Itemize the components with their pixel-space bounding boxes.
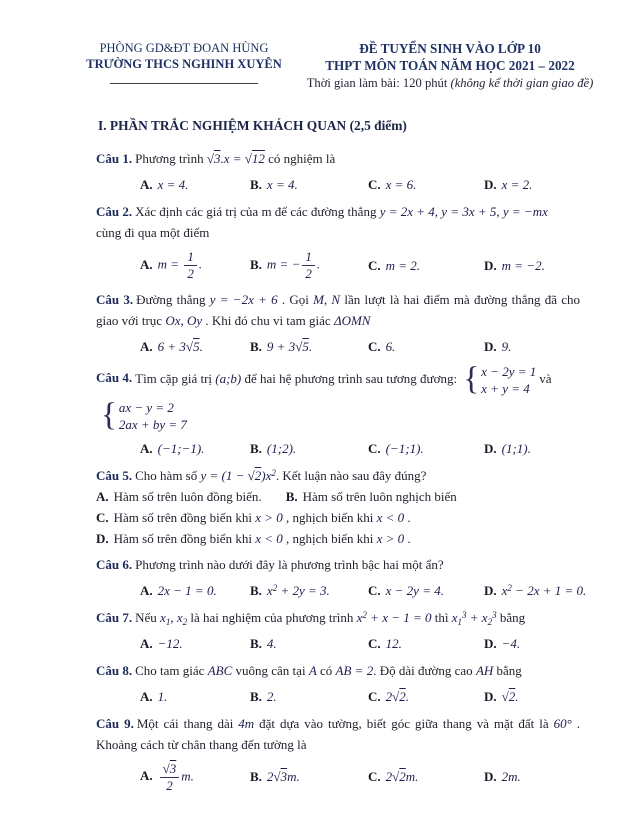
system-line: 2ax + by = 7 xyxy=(118,416,187,432)
question-4-text xyxy=(96,363,580,397)
equation-system-2 xyxy=(101,399,187,433)
option-key: B. xyxy=(250,256,262,272)
question-3-options xyxy=(96,337,580,357)
option-key: A. xyxy=(140,688,153,704)
question-body: Tìm cặp giá trị (a;b) để hai hệ phương trình sau tương đương: xyxy=(135,370,461,386)
option-suffix: m. xyxy=(181,768,194,784)
question-label: Câu 1. xyxy=(96,151,133,166)
system-line: ax − y = 2 xyxy=(118,399,174,415)
option-value: x = 6. xyxy=(385,177,417,192)
option-c xyxy=(368,256,484,276)
exam-title-line1: ĐỀ TUYỂN SINH VÀO LỚP 10 xyxy=(359,41,541,56)
question-label: Câu 2. xyxy=(96,204,133,219)
option-c xyxy=(368,687,484,707)
option-key: D. xyxy=(96,530,109,546)
option-a xyxy=(140,634,250,654)
question-7-text xyxy=(96,607,580,628)
question-body: Đường thẳng y = −2x + 6 . Gọi M, N lần lượt là hai điểm mà đường thẳng đã cho giao với trục Ox, Oy . Khi đó chu vi tam giác ΔOMN xyxy=(96,291,581,328)
option-value: 9. xyxy=(501,338,512,354)
exam-title-line2: THPT MÔN TOÁN NĂM HỌC 2021 – 2022 xyxy=(325,58,575,73)
option-value: 9 + 3√5. xyxy=(266,338,313,354)
option-value: Hàm số trên luôn đồng biến. xyxy=(113,488,262,504)
option-key: A. xyxy=(96,488,109,504)
system-lines xyxy=(481,363,536,397)
option-key: C. xyxy=(368,177,381,192)
option-value: 12. xyxy=(385,635,402,651)
option-value: x = 4. xyxy=(157,177,189,192)
question-3-text xyxy=(96,289,580,331)
option-value: 1. xyxy=(157,688,168,704)
option-key: D. xyxy=(484,582,497,598)
option-a xyxy=(140,175,250,195)
option-key: A. xyxy=(140,440,153,456)
question-7 xyxy=(96,607,580,654)
option-key: D. xyxy=(484,440,497,456)
option-d xyxy=(484,634,580,654)
option-value: −12. xyxy=(157,635,183,651)
option-value: 2x − 1 = 0. xyxy=(157,582,217,598)
question-label: Câu 6. xyxy=(96,556,133,572)
question-2 xyxy=(96,201,580,283)
option-key: A. xyxy=(140,768,153,784)
question-6-text xyxy=(96,554,580,575)
fraction xyxy=(302,249,315,283)
option-d xyxy=(484,337,580,357)
question-9-options xyxy=(96,761,580,795)
question-body: Một cái thang dài 4m đặt dựa vào tường, biết góc giữa thang và mặt đất là 60° . Khoảng cách từ chân thang đến tường là xyxy=(96,715,581,752)
option-value: 2√3m. xyxy=(266,769,300,785)
option-value: m = 2. xyxy=(385,257,421,273)
header-title-block xyxy=(298,40,602,92)
department-name: PHÒNG GD&ĐT ĐOAN HÙNG xyxy=(99,41,269,55)
option-a xyxy=(140,687,250,707)
option-b xyxy=(250,581,368,601)
option-key: B. xyxy=(250,582,262,598)
option-suffix: . xyxy=(316,256,321,272)
option-d xyxy=(484,581,586,601)
option-key: D. xyxy=(484,257,497,273)
option-value: 6 + 3√5. xyxy=(157,338,203,354)
option-key: A. xyxy=(140,338,153,354)
question-8-options xyxy=(96,687,580,707)
question-2-options xyxy=(96,249,580,283)
question-body: Cho tam giác ABC vuông cân tại A có AB = 2. Độ dài đường cao AH bằng xyxy=(135,662,522,678)
question-label: Câu 8. xyxy=(96,662,133,678)
option-key: A. xyxy=(140,582,153,598)
option-key: C. xyxy=(368,688,381,704)
question-8 xyxy=(96,660,580,707)
option-value: (1;2). xyxy=(266,440,297,456)
option-value: −4. xyxy=(501,635,521,651)
question-body: Cho hàm số $y = (1 - √2)x^2$. Kết luận nào sau đây đúng? xyxy=(135,467,427,483)
system-lines xyxy=(119,399,187,433)
option-key: D. xyxy=(484,688,497,704)
option-value: m = −2. xyxy=(501,257,545,273)
option-value: Hàm số trên đồng biến khi x < 0 , nghịch biến khi x > 0 . xyxy=(113,530,411,546)
document-header xyxy=(0,0,642,92)
option-key: B. xyxy=(250,688,262,704)
option-b xyxy=(250,337,368,357)
question-1 xyxy=(96,148,580,195)
school-name: TRƯỜNG THCS NGHINH XUYÊN xyxy=(86,57,282,71)
system-line: x − 2y = 1 xyxy=(481,363,537,379)
option-key: B. xyxy=(250,177,262,192)
question-9 xyxy=(96,713,580,795)
option-a xyxy=(140,761,250,795)
option-b xyxy=(250,439,368,459)
option-key: C. xyxy=(96,509,109,525)
question-4-options xyxy=(96,439,580,459)
option-value: 2. xyxy=(266,688,277,704)
left-brace-icon: { xyxy=(463,361,480,397)
question-5 xyxy=(96,465,580,549)
option-value: Hàm số trên đồng biến khi x > 0 , nghịch biến khi x < 0 . xyxy=(113,509,411,525)
question-label: Câu 9. xyxy=(96,715,134,731)
option-a xyxy=(140,337,250,357)
option-value: x − 2y = 4. xyxy=(385,582,444,598)
question-9-text xyxy=(96,713,580,755)
and-text: và xyxy=(539,370,552,386)
option-value: 4. xyxy=(266,635,277,651)
option-value: (1;1). xyxy=(501,440,531,456)
time-note: (không kể thời gian giao đề) xyxy=(450,76,594,90)
option-d xyxy=(484,175,580,195)
question-2-text xyxy=(96,201,580,222)
question-6-options xyxy=(96,581,587,601)
question-5-option-c xyxy=(96,507,580,528)
question-label: Câu 5. xyxy=(96,467,133,483)
option-key: A. xyxy=(140,177,153,192)
left-brace-icon: { xyxy=(101,397,117,433)
option-b xyxy=(250,175,368,195)
system-line: x + y = 4 xyxy=(481,380,530,396)
option-b xyxy=(250,687,368,707)
question-body: Xác định các giá trị của m để các đường thẳng y = 2x + 4, y = 3x + 5, y = −mx xyxy=(135,204,548,219)
option-d xyxy=(484,256,580,276)
option-key: B. xyxy=(250,440,262,456)
option-key: B. xyxy=(250,769,262,785)
option-suffix: . xyxy=(198,256,203,272)
option-value: x = 4. xyxy=(266,177,298,192)
question-6 xyxy=(96,554,587,601)
fraction xyxy=(184,249,197,283)
option-d xyxy=(484,439,580,459)
option-c xyxy=(368,439,484,459)
option-a xyxy=(140,439,250,459)
option-key: D. xyxy=(484,338,497,354)
question-label: Câu 4. xyxy=(96,370,133,386)
fraction-denominator: 2 xyxy=(187,266,194,282)
option-key: C. xyxy=(368,440,381,456)
option-value: 2m. xyxy=(501,769,521,785)
option-value: x = 2. xyxy=(501,177,533,192)
question-7-options xyxy=(96,634,580,654)
option-value: 6. xyxy=(385,338,396,354)
fraction xyxy=(160,761,180,795)
fraction-numerator: √3 xyxy=(160,761,180,778)
option-c xyxy=(368,767,484,787)
header-school-block xyxy=(70,40,298,92)
option-a xyxy=(140,249,250,283)
option-key: C. xyxy=(368,582,381,598)
option-value: (−1;1). xyxy=(385,440,424,456)
fraction-numerator: 1 xyxy=(184,249,197,266)
question-1-options xyxy=(96,175,580,195)
option-d xyxy=(484,767,580,787)
question-8-text xyxy=(96,660,580,681)
question-2-text-line2: cùng đi qua một điểm xyxy=(96,225,210,240)
option-value: $x^2 + 2y = 3$. xyxy=(266,582,330,598)
option-c xyxy=(368,175,484,195)
option-key: B. xyxy=(285,488,298,504)
option-key: B. xyxy=(250,338,262,354)
option-key: D. xyxy=(484,177,497,192)
question-4 xyxy=(96,363,580,459)
option-c xyxy=(368,581,484,601)
question-body: Nếu $x_1$, $x_2$ là hai nghiệm của phương trình $x^2 + x - 1 = 0$ thì $x_1^3 + x_2^3$ bằng xyxy=(135,609,526,627)
equation-system-1 xyxy=(463,363,536,397)
option-value: Hàm số trên luôn nghịch biến xyxy=(302,488,457,504)
section-title: I. PHẦN TRẮC NGHIỆM KHÁCH QUAN (2,5 điểm) xyxy=(98,118,407,133)
option-value: √2. xyxy=(501,688,519,704)
header-underline xyxy=(110,83,258,84)
option-value: m = − xyxy=(266,256,301,272)
option-key: C. xyxy=(368,769,381,785)
option-b xyxy=(250,634,368,654)
option-key: A. xyxy=(140,635,153,651)
question-body: Phương trình nào dưới đây là phương trình bậc hai một ẩn? xyxy=(135,556,444,572)
option-value: m = xyxy=(157,256,183,272)
option-value: 2√2m. xyxy=(385,769,419,785)
option-key: A. xyxy=(140,256,153,272)
fraction-numerator: 1 xyxy=(302,249,315,266)
time-text: Thời gian làm bài: 120 phút xyxy=(306,76,451,90)
option-key: B. xyxy=(250,635,262,651)
option-b xyxy=(250,249,368,283)
question-5-option-d xyxy=(96,528,580,549)
option-b xyxy=(250,767,368,787)
option-key: D. xyxy=(484,635,497,651)
option-key: C. xyxy=(368,338,381,354)
question-4-system2-line xyxy=(98,399,580,433)
question-3 xyxy=(96,289,580,357)
option-value: 2√2. xyxy=(385,688,410,704)
fraction-denominator: 2 xyxy=(305,266,312,282)
document-body xyxy=(0,92,642,794)
option-d xyxy=(484,687,580,707)
option-value: (−1;−1). xyxy=(157,440,205,456)
question-label: Câu 7. xyxy=(96,609,133,625)
option-key: C. xyxy=(368,257,381,273)
option-value: $x^2 - 2x + 1 = 0$. xyxy=(501,582,587,598)
option-key: D. xyxy=(484,769,497,785)
question-1-text xyxy=(96,148,580,169)
question-5-text xyxy=(96,465,580,486)
option-c xyxy=(368,337,484,357)
option-a xyxy=(140,581,250,601)
question-body: Phương trình √3.x = √12 có nghiệm là xyxy=(135,151,336,166)
question-label: Câu 3. xyxy=(96,291,134,307)
exam-time-line xyxy=(298,75,602,92)
fraction-denominator: 2 xyxy=(166,777,173,793)
option-c xyxy=(368,634,484,654)
question-5-options-ab xyxy=(96,486,580,507)
option-key: C. xyxy=(368,635,381,651)
